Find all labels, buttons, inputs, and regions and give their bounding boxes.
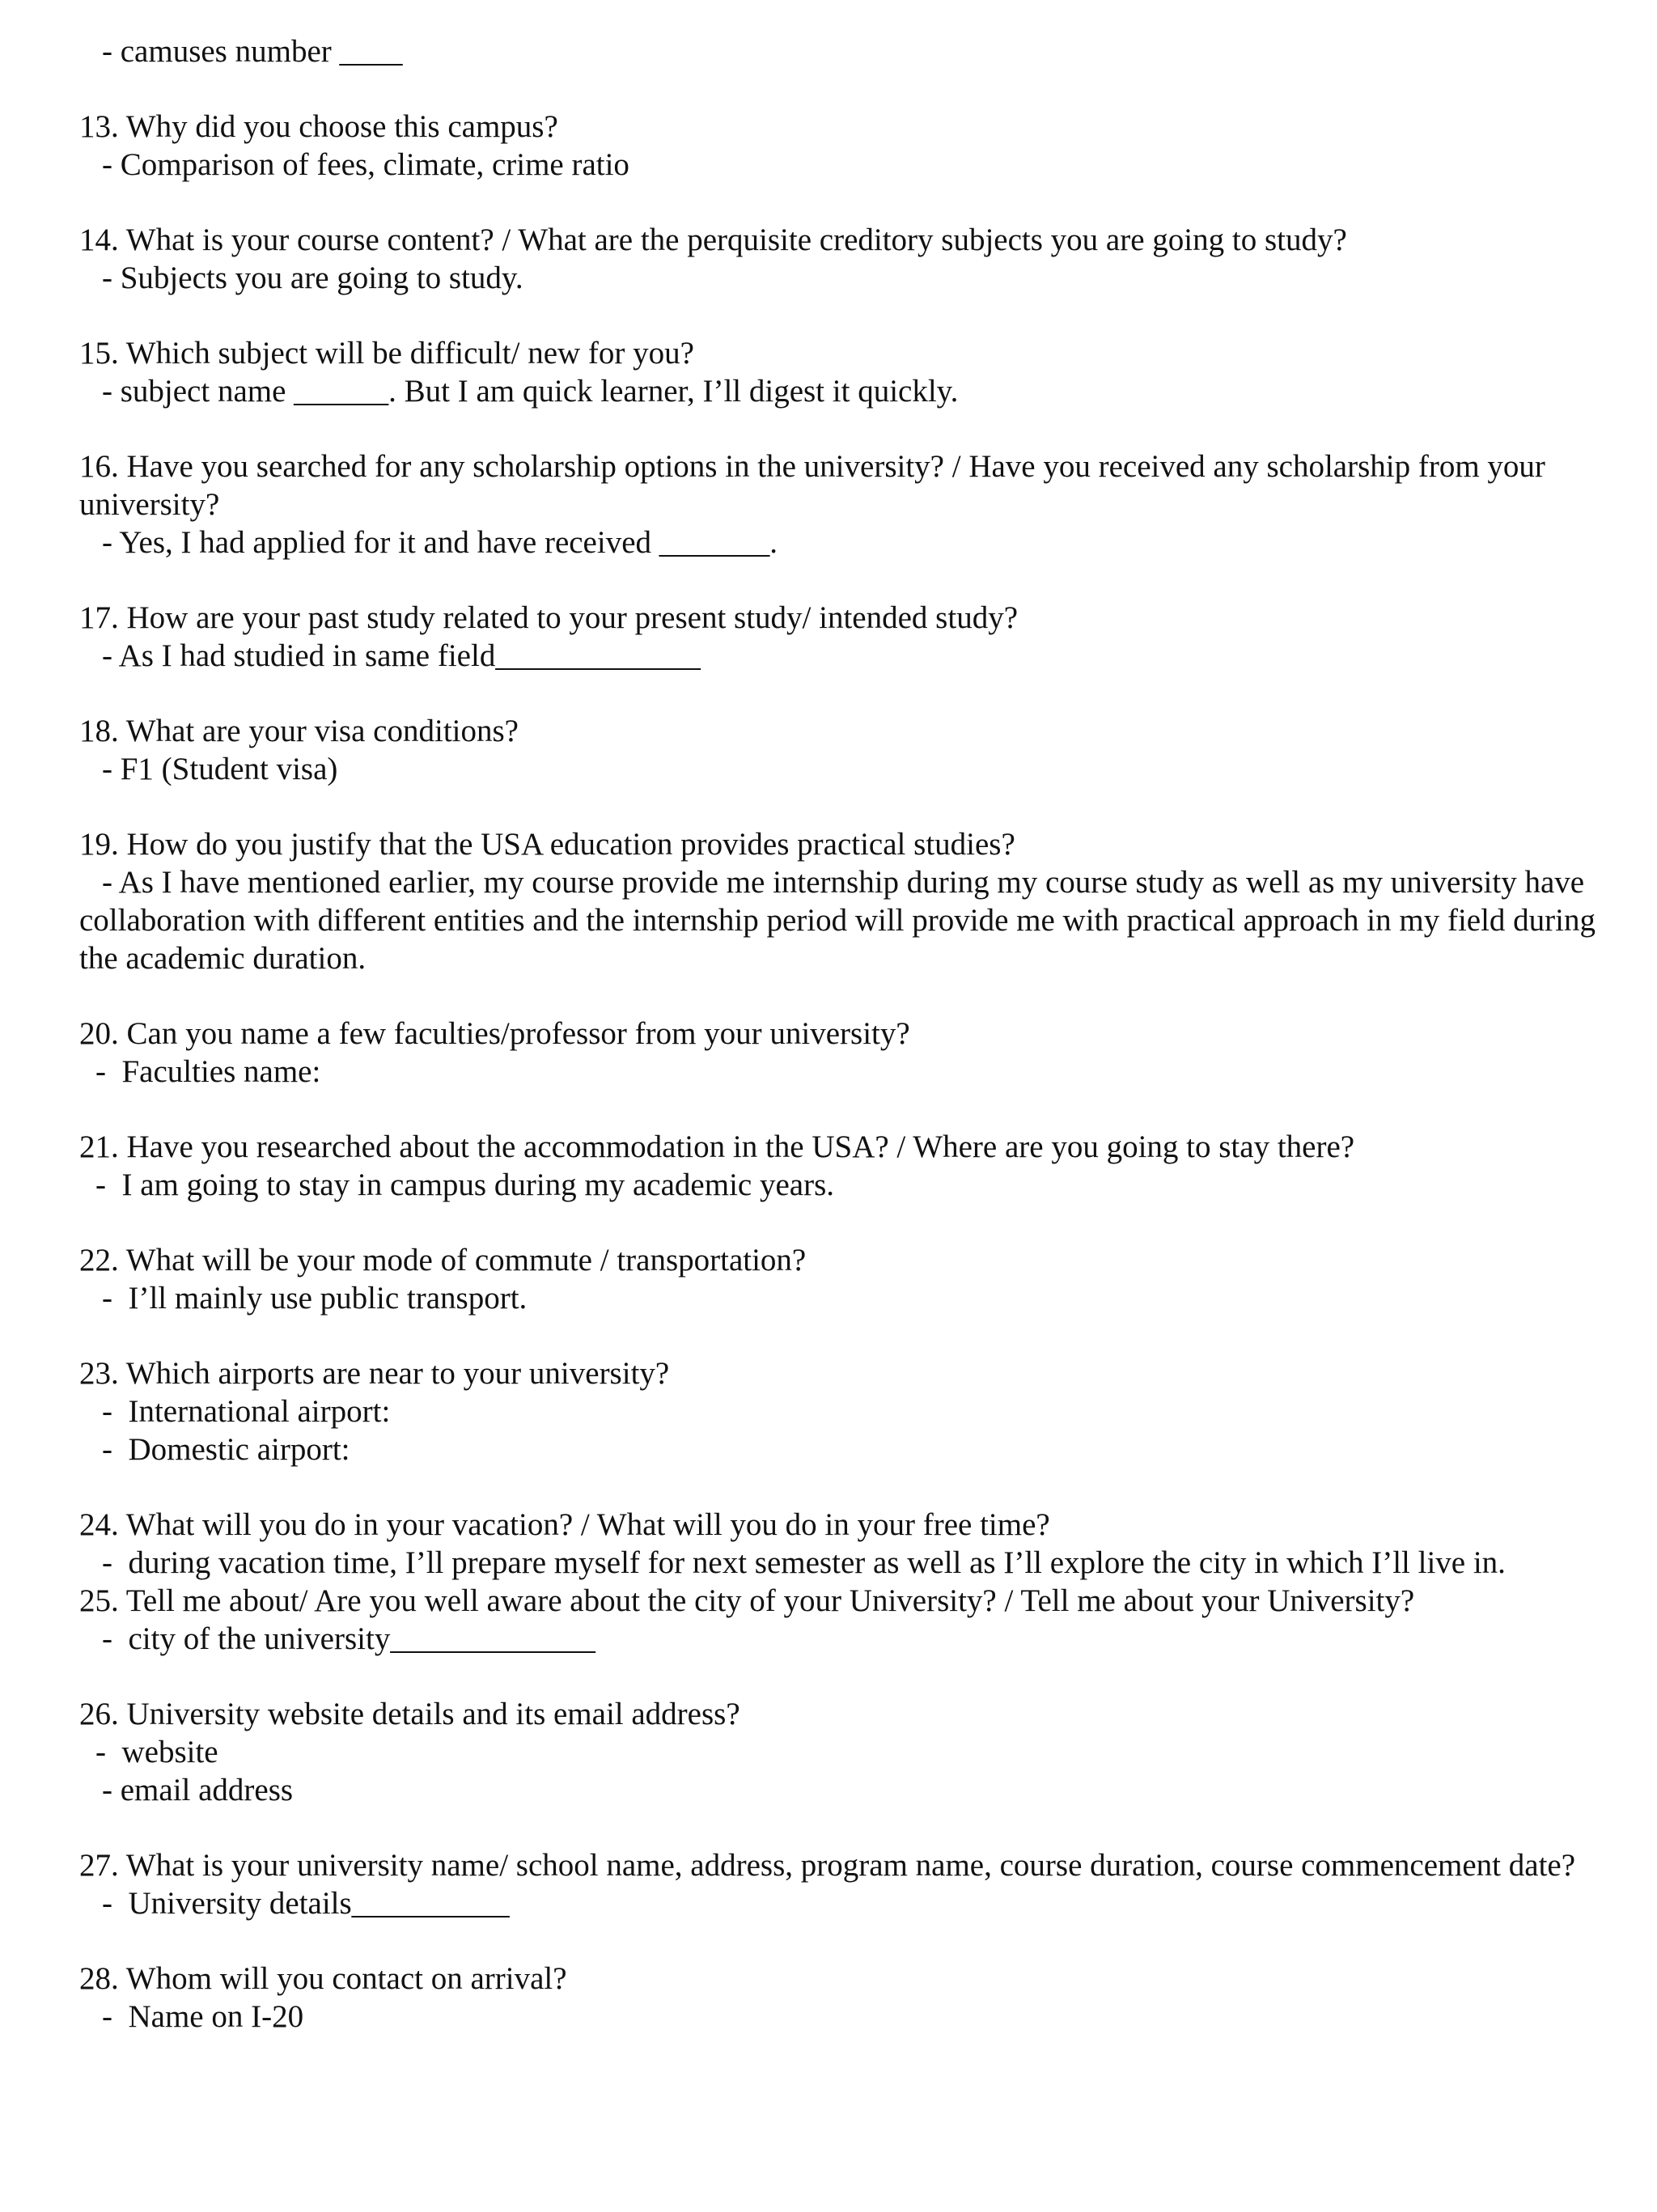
answer-line: - during vacation time, I’ll prepare myself for next semester as well as I’ll explore the city in which I’ll live in. [102, 1545, 1506, 1580]
question-text: 24. What will you do in your vacation? / What will you do in your free time? [79, 1507, 1050, 1542]
answer-line: - Comparison of fees, climate, crime ratio [102, 147, 629, 182]
answer-line: - F1 (Student visa) [102, 752, 338, 786]
answer-line: - subject name ______. But I am quick learner, I’ll digest it quickly. [102, 374, 959, 409]
answer-line: - Subjects you are going to study. [102, 261, 523, 295]
answer-paragraph [79, 863, 1617, 977]
answer-line: - email address [102, 1773, 294, 1807]
question-28 [79, 1960, 1617, 2036]
answer-line: - Domestic airport: [102, 1432, 350, 1467]
question-25 [79, 1582, 1617, 1658]
document-body [79, 32, 1617, 2073]
question-text: 28. Whom will you contact on arrival? [79, 1961, 567, 1996]
answer-line: - I’ll mainly use public transport. [102, 1281, 528, 1316]
question-text: 20. Can you name a few faculties/professor from your university? [79, 1016, 910, 1051]
question-text: 26. University website details and its email address? [79, 1697, 740, 1731]
answer-line: - Faculties name: [95, 1054, 321, 1089]
question-text: 27. What is your university name/ school name, address, program name, course duration, course commencement date? [79, 1848, 1576, 1883]
question-text: 21. Have you researched about the accommodation in the USA? / Where are you going to stay there? [79, 1129, 1355, 1164]
question-text: 17. How are your past study related to your present study/ intended study? [79, 600, 1019, 635]
question-text: 15. Which subject will be difficult/ new for you? [79, 336, 694, 371]
question-23 [79, 1354, 1617, 1468]
question-text: 25. Tell me about/ Are you well aware about the city of your University? / Tell me about your University? [79, 1583, 1415, 1618]
question-19 [79, 825, 1617, 977]
answer-line: - website [95, 1735, 218, 1769]
question-text: 19. How do you justify that the USA education provides practical studies? [79, 827, 1015, 862]
answer-line: - camuses number ____ [102, 34, 403, 69]
question-text: 13. Why did you choose this campus? [79, 109, 558, 144]
answer-line: - city of the university_____________ [102, 1621, 595, 1656]
question-27 [79, 1846, 1617, 1922]
question-18 [79, 712, 1617, 788]
answer-line: - Name on I-20 [102, 1999, 304, 2034]
question-24 [79, 1506, 1617, 1582]
question-20 [79, 1015, 1617, 1091]
question-21 [79, 1128, 1617, 1204]
answer-line: - As I have mentioned earlier, my course provide me internship during my course study as well as my university have collaboration with different entities and the internship period will provide me with practical approach in my field during the academic duration. [79, 865, 1604, 976]
question-15 [79, 334, 1617, 410]
answer-line: - Yes, I had applied for it and have received _______. [102, 525, 778, 560]
intro-block [79, 32, 1617, 70]
question-text: 18. What are your visa conditions? [79, 714, 519, 748]
answer-line: - University details__________ [102, 1886, 510, 1921]
question-text: 23. Which airports are near to your university? [79, 1356, 670, 1391]
question-text: 22. What will be your mode of commute / transportation? [79, 1243, 807, 1278]
question-14 [79, 221, 1617, 297]
answer-line: - International airport: [102, 1394, 391, 1429]
question-text: 14. What is your course content? / What are the perquisite creditory subjects you are going to study? [79, 222, 1347, 257]
question-13 [79, 108, 1617, 184]
answer-line: - As I had studied in same field_____________ [102, 638, 701, 673]
question-22 [79, 1241, 1617, 1317]
question-26 [79, 1695, 1617, 1809]
answer-line: - I am going to stay in campus during my academic years. [95, 1167, 834, 1202]
question-16 [79, 447, 1617, 561]
question-17 [79, 599, 1617, 675]
question-text: 16. Have you searched for any scholarship options in the university? / Have you received any scholarship from your university? [79, 449, 1553, 522]
